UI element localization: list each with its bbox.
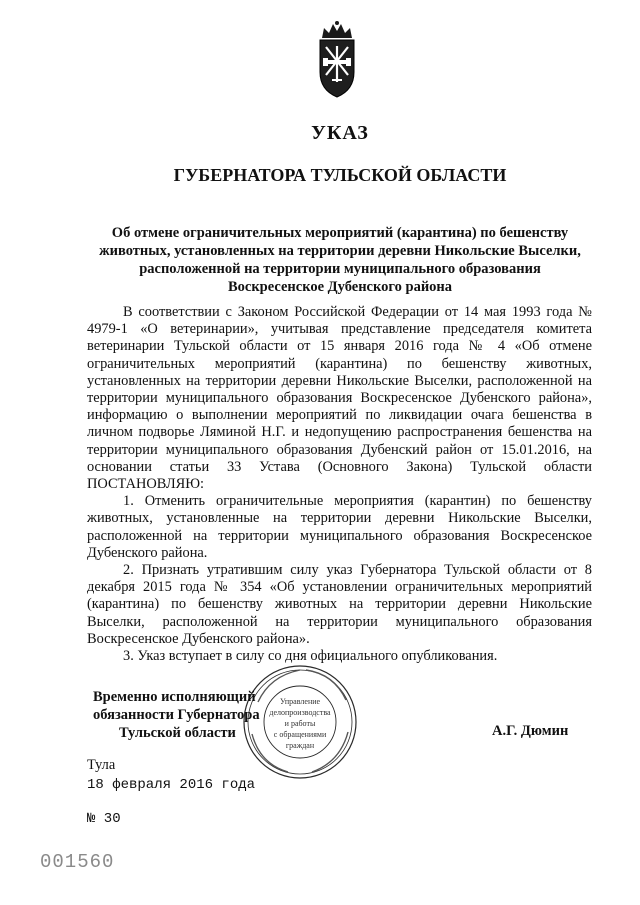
signatory-position-line: Тульской области — [119, 725, 236, 741]
signatory-position-line: обязанности Губернатора — [93, 707, 260, 723]
subject-line: Воскресенское Дубенского района — [227, 279, 453, 295]
document-issuer: ГУБЕРНАТОРА ТУЛЬСКОЙ ОБЛАСТИ — [173, 165, 507, 185]
body-item-3: 3. Указ вступает в силу со дня официального опубликования. — [123, 648, 498, 665]
stamp-text-line: граждан — [285, 741, 315, 750]
serial-number: 001560 — [40, 851, 115, 873]
body-item-1: 1. Отменить ограничительные мероприятия (карантин) по бешенству животных, установленные на территории деревни Никольские Выселки, расположенной на территории муниципального образования Воскресенское Дубенского района. — [87, 493, 592, 561]
document-number: № 30 — [87, 811, 121, 827]
signatory-position — [93, 688, 283, 742]
subject-line: Об отмене ограничительных мероприятий (карантина) по бешенству — [111, 225, 569, 241]
signatory-position-line: Временно исполняющий — [93, 689, 256, 705]
stamp-text-line: с обращениями — [273, 730, 327, 739]
stamp-text-line: и работы — [284, 719, 316, 728]
stamp-text-line: делопроизводства — [269, 708, 331, 717]
document-type: УКАЗ — [311, 122, 369, 144]
body-preamble: В соответствии с Законом Российской Федерации от 14 мая 1993 года № 4979-1 «О ветеринарии», учитывая представление председателя комитета ветеринарии Тульской области от 15 января 2016 года № 4 «Об отмене ограничительных мероприятий (карантина) по бешенству животных, установленных на территории деревни Никольские Выселки, расположенной на территории муниципального образования Воскресенское Дубенского района», информацию о выполнении мероприятий по ликвидации очага бешенства в личном подворье Ляминой Н.Г. и недопущению распространения бешенства на территории муниципального образования Дубенский район от 15.01.2016, на основании статьи 33 Устава (Основного Закона) Тульской области ПОСТАНОВЛЯЮ: — [87, 304, 592, 493]
subject-line: животных, установленных на территории деревни Никольские Выселки, — [99, 243, 581, 259]
document-body — [87, 304, 592, 665]
subject-line: расположенной на территории муниципального образования — [139, 261, 541, 277]
stamp-text-line: Управление — [279, 697, 321, 706]
tula-coat-of-arms-icon — [312, 20, 362, 100]
issue-place: Тула — [87, 757, 116, 773]
body-item-2: 2. Признать утратившим силу указ Губернатора Тульской области от 8 декабря 2015 года № 354 «Об установлении ограничительных мероприятий (карантина) по бешенству животных на территории деревни Никольские Выселки, расположенной на территории муниципального образования Воскресенское Дубенского района». — [87, 562, 592, 647]
signatory-name: А.Г. Дюмин — [492, 723, 569, 739]
issue-date: 18 февраля 2016 года — [87, 777, 256, 793]
document-subject — [70, 224, 610, 296]
